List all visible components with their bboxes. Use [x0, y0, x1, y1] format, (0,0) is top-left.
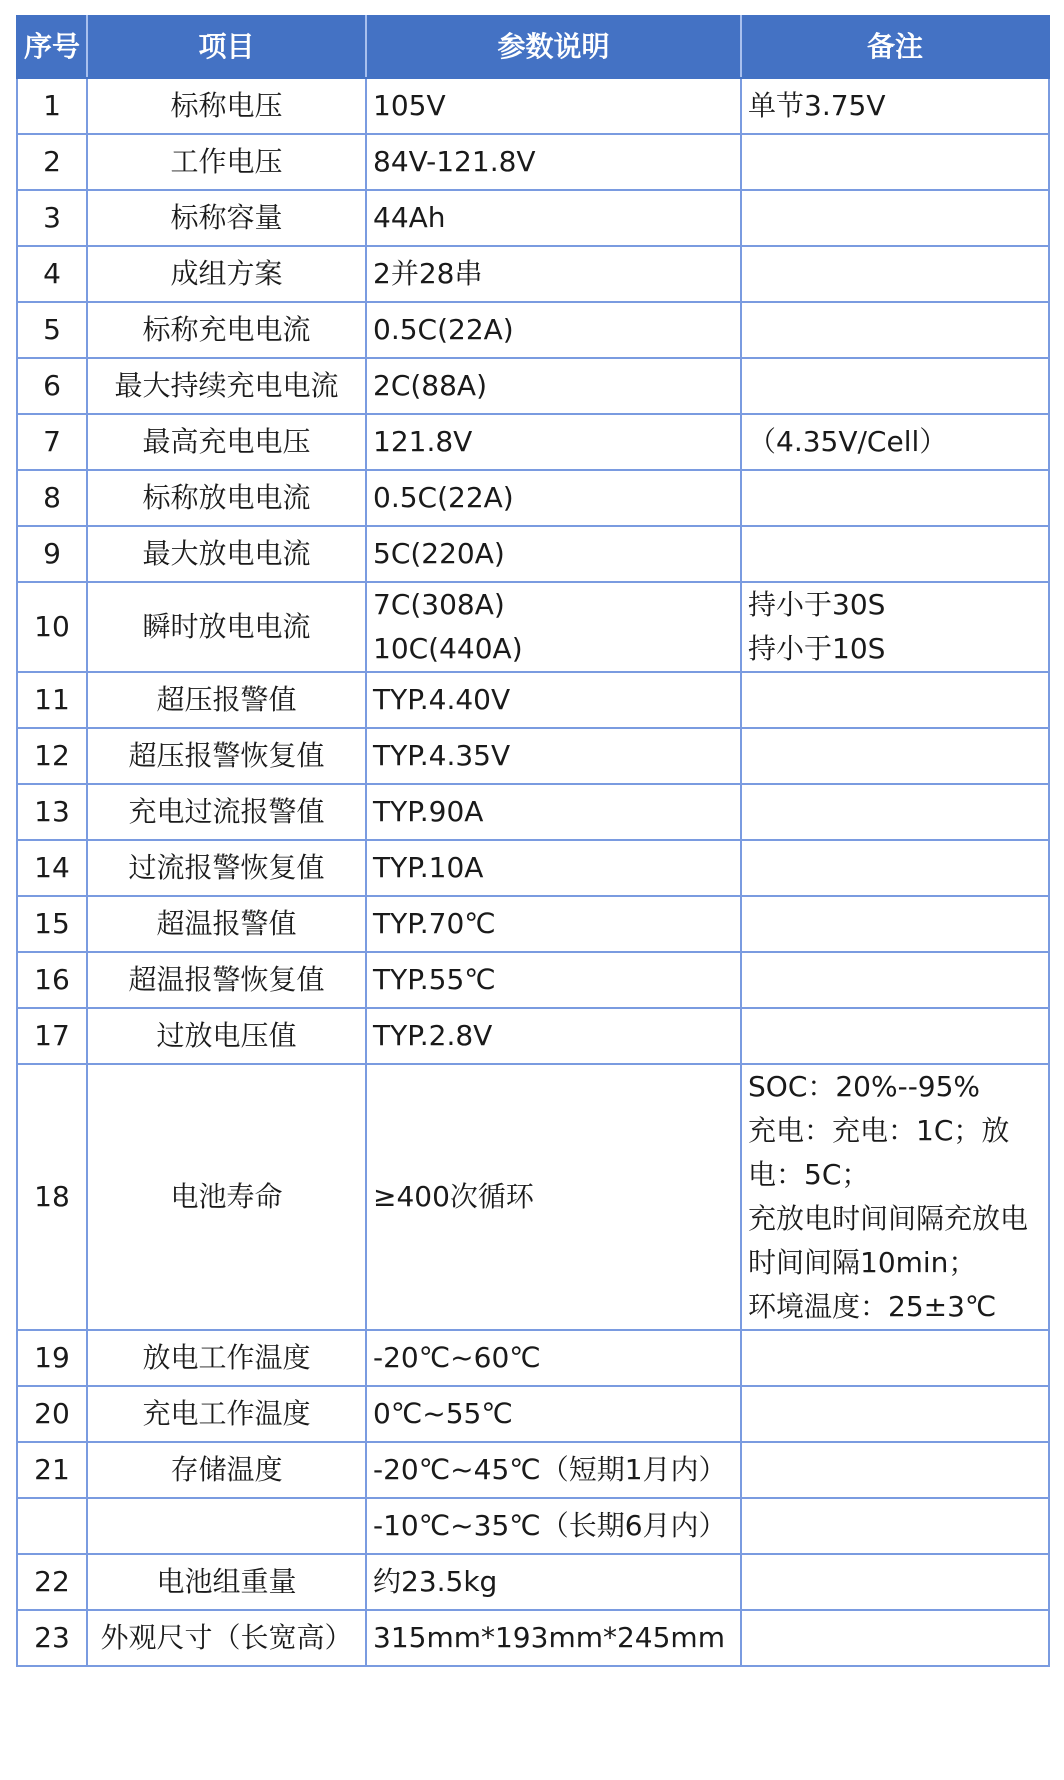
cell-no: 6 — [17, 358, 87, 414]
cell-no: 19 — [17, 1330, 87, 1386]
cell-note — [741, 358, 1049, 414]
cell-note: 持小于30S 持小于10S — [741, 582, 1049, 672]
cell-note — [741, 952, 1049, 1008]
cell-no: 14 — [17, 840, 87, 896]
cell-no: 1 — [17, 78, 87, 134]
cell-item: 充电过流报警值 — [87, 784, 366, 840]
cell-item: 电池组重量 — [87, 1554, 366, 1610]
table-row — [17, 1442, 1049, 1498]
cell-no: 2 — [17, 134, 87, 190]
cell-note — [741, 840, 1049, 896]
cell-note — [741, 1554, 1049, 1610]
cell-note — [741, 1442, 1049, 1498]
table-row — [17, 302, 1049, 358]
table-row — [17, 358, 1049, 414]
cell-param: TYP.55℃ — [366, 952, 741, 1008]
cell-param: 2并28串 — [366, 246, 741, 302]
cell-item: 存储温度 — [87, 1442, 366, 1498]
cell-note — [741, 1330, 1049, 1386]
cell-no: 4 — [17, 246, 87, 302]
header-row — [17, 16, 1049, 78]
cell-no: 9 — [17, 526, 87, 582]
spec-table — [16, 15, 1050, 1667]
cell-param: TYP.90A — [366, 784, 741, 840]
cell-no: 21 — [17, 1442, 87, 1498]
cell-item: 过流报警恢复值 — [87, 840, 366, 896]
table-row — [17, 672, 1049, 728]
header-note: 备注 — [741, 16, 1049, 78]
table-row — [17, 952, 1049, 1008]
cell-no: 23 — [17, 1610, 87, 1666]
table-row — [17, 414, 1049, 470]
cell-no: 7 — [17, 414, 87, 470]
cell-note — [741, 672, 1049, 728]
cell-param: 105V — [366, 78, 741, 134]
cell-note — [741, 896, 1049, 952]
table-row — [17, 1330, 1049, 1386]
header-param: 参数说明 — [366, 16, 741, 78]
cell-item: 过放电压值 — [87, 1008, 366, 1064]
cell-param: -10℃~35℃（长期6月内） — [366, 1498, 741, 1554]
cell-item: 充电工作温度 — [87, 1386, 366, 1442]
cell-param: -20℃~45℃（短期1月内） — [366, 1442, 741, 1498]
table-row — [17, 840, 1049, 896]
table-row — [17, 78, 1049, 134]
cell-no: 10 — [17, 582, 87, 672]
cell-note — [741, 1498, 1049, 1554]
cell-param: 315mm*193mm*245mm — [366, 1610, 741, 1666]
cell-note — [741, 526, 1049, 582]
cell-param: 约23.5kg — [366, 1554, 741, 1610]
table-row — [17, 582, 1049, 672]
cell-param: 0.5C(22A) — [366, 302, 741, 358]
cell-param: 121.8V — [366, 414, 741, 470]
cell-param: 7C(308A) 10C(440A) — [366, 582, 741, 672]
table-row — [17, 526, 1049, 582]
table-row — [17, 896, 1049, 952]
cell-item: 外观尺寸（长宽高） — [87, 1610, 366, 1666]
cell-note — [741, 302, 1049, 358]
cell-note — [741, 1386, 1049, 1442]
cell-no: 5 — [17, 302, 87, 358]
cell-no: 12 — [17, 728, 87, 784]
table-row — [17, 728, 1049, 784]
cell-param: TYP.70℃ — [366, 896, 741, 952]
cell-no: 11 — [17, 672, 87, 728]
cell-param: 44Ah — [366, 190, 741, 246]
table-row — [17, 470, 1049, 526]
cell-no: 8 — [17, 470, 87, 526]
table-row — [17, 190, 1049, 246]
cell-param: TYP.4.40V — [366, 672, 741, 728]
cell-no: 15 — [17, 896, 87, 952]
cell-note: SOC：20%--95% 充电：充电：1C；放电：5C； 充放电时间间隔充放电时间间隔10min； 环境温度：25±3℃ — [741, 1064, 1049, 1330]
cell-param: TYP.2.8V — [366, 1008, 741, 1064]
cell-item: 放电工作温度 — [87, 1330, 366, 1386]
cell-param: 2C(88A) — [366, 358, 741, 414]
cell-note — [741, 134, 1049, 190]
cell-no: 16 — [17, 952, 87, 1008]
cell-no: 17 — [17, 1008, 87, 1064]
cell-param: 0℃~55℃ — [366, 1386, 741, 1442]
table-row — [17, 1554, 1049, 1610]
cell-note: 单节3.75V — [741, 78, 1049, 134]
table-row — [17, 1498, 1049, 1554]
cell-item: 标称放电电流 — [87, 470, 366, 526]
cell-note: （4.35V/Cell） — [741, 414, 1049, 470]
cell-no: 18 — [17, 1064, 87, 1330]
cell-item: 超温报警恢复值 — [87, 952, 366, 1008]
cell-note — [741, 246, 1049, 302]
cell-item: 超压报警值 — [87, 672, 366, 728]
cell-item: 标称电压 — [87, 78, 366, 134]
table-header — [17, 16, 1049, 78]
table-row — [17, 1610, 1049, 1666]
cell-note — [741, 190, 1049, 246]
cell-note — [741, 1610, 1049, 1666]
cell-item: 成组方案 — [87, 246, 366, 302]
cell-note — [741, 470, 1049, 526]
cell-item: 电池寿命 — [87, 1064, 366, 1330]
cell-item: 超压报警恢复值 — [87, 728, 366, 784]
table-row — [17, 246, 1049, 302]
cell-no: 3 — [17, 190, 87, 246]
table-row — [17, 1386, 1049, 1442]
cell-note — [741, 1008, 1049, 1064]
table-row — [17, 134, 1049, 190]
cell-param: ≥400次循环 — [366, 1064, 741, 1330]
cell-item: 瞬时放电电流 — [87, 582, 366, 672]
cell-item — [87, 1498, 366, 1554]
table-row — [17, 1008, 1049, 1064]
table-row — [17, 1064, 1049, 1330]
cell-item: 工作电压 — [87, 134, 366, 190]
cell-param: 5C(220A) — [366, 526, 741, 582]
cell-item: 标称容量 — [87, 190, 366, 246]
table-row — [17, 784, 1049, 840]
cell-no: 20 — [17, 1386, 87, 1442]
header-no: 序号 — [17, 16, 87, 78]
cell-param: 84V-121.8V — [366, 134, 741, 190]
cell-item: 最大放电电流 — [87, 526, 366, 582]
cell-note — [741, 728, 1049, 784]
cell-param: TYP.10A — [366, 840, 741, 896]
cell-param: 0.5C(22A) — [366, 470, 741, 526]
header-item: 项目 — [87, 16, 366, 78]
cell-item: 标称充电电流 — [87, 302, 366, 358]
cell-param: TYP.4.35V — [366, 728, 741, 784]
cell-note — [741, 784, 1049, 840]
cell-item: 最高充电电压 — [87, 414, 366, 470]
cell-item: 超温报警值 — [87, 896, 366, 952]
cell-no: 13 — [17, 784, 87, 840]
cell-param: -20℃~60℃ — [366, 1330, 741, 1386]
table-body — [17, 78, 1049, 1666]
cell-no — [17, 1498, 87, 1554]
cell-item: 最大持续充电电流 — [87, 358, 366, 414]
cell-no: 22 — [17, 1554, 87, 1610]
